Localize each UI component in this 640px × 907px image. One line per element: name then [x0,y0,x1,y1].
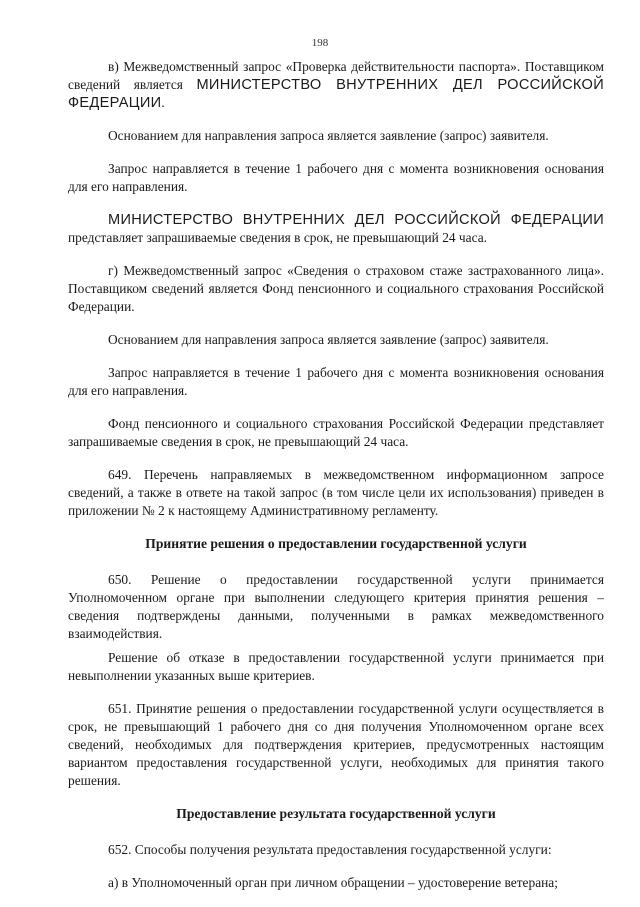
section-heading-result: Предоставление результата государственной услуги [176,806,496,821]
paragraph-text: . [161,95,165,110]
paragraph-650: 650. Решение о предоставлении государственной услуги принимается Уполномоченном органе при выполнении следующего критерия принятия решения – сведения подтверждены данными, полученными в рамках межведомственного взаимодействия. [68,572,604,641]
paragraph-provider-response-2: Фонд пенсионного и социального страхования Российской Федерации представляет запрашиваемые сведения в срок, не превышающий 24 часа. [68,416,604,449]
paragraph-deadline-2: Запрос направляется в течение 1 рабочего дня с момента возникновения основания для его направления. [68,365,604,398]
paragraph-text: в) Межведомственный запрос «Проверка действительности паспорта». Поставщиком сведений является [68,59,604,92]
paragraph-request-v [68,58,604,112]
paragraph-deadline: Запрос направляется в течение 1 рабочего дня с момента возникновения основания для его направления. [68,161,604,194]
page-number: 198 [311,37,329,49]
paragraph-basis: Основанием для направления запроса является заявление (запрос) заявителя. [108,128,549,143]
paragraph-652: 652. Способы получения результата предоставления государственной услуги: [108,842,552,857]
paragraph-649: 649. Перечень направляемых в межведомственном информационном запросе сведений, а также в ответе на такой запрос (в том числе цели их использования) приведен в приложении № 2 к настоящему Административному регламенту. [68,467,604,518]
organization-name: МИНИСТЕРСТВО ВНУТРЕННИХ ДЕЛ РОССИЙСКОЙ ФЕДЕРАЦИИ [108,212,604,228]
document-body [68,58,604,907]
paragraph-text: представляет запрашиваемые сведения в срок, не превышающий 24 часа. [68,230,488,245]
paragraph-651: 651. Принятие решения о предоставлении государственной услуги осуществляется в срок, не превышающий 1 рабочего дня со дня получения Уполномоченном органе всех сведений, необходимых для подтверждения критериев, предусмотренных настоящим вариантом предоставления государственной услуги, необходимых для принятия такого решения. [68,701,604,788]
paragraph-refusal: Решение об отказе в предоставлении государственной услуги принимается при невыполнении указанных выше критериев. [68,650,604,683]
paragraph-option-a: а) в Уполномоченный орган при личном обращении – удостоверение ветерана; [108,875,558,890]
paragraph-provider-response [68,211,604,247]
paragraph-request-g: г) Межведомственный запрос «Сведения о страховом стаже застрахованного лица». Поставщиком сведений является Фонд пенсионного и социального страхования Российской Федерации. [68,263,604,314]
section-heading-decision: Принятие решения о предоставлении государственной услуги [145,536,527,551]
organization-name: МИНИСТЕРСТВО ВНУТРЕННИХ ДЕЛ РОССИЙСКОЙ ФЕДЕРАЦИИ [68,77,604,111]
paragraph-basis-2: Основанием для направления запроса является заявление (запрос) заявителя. [108,332,549,347]
